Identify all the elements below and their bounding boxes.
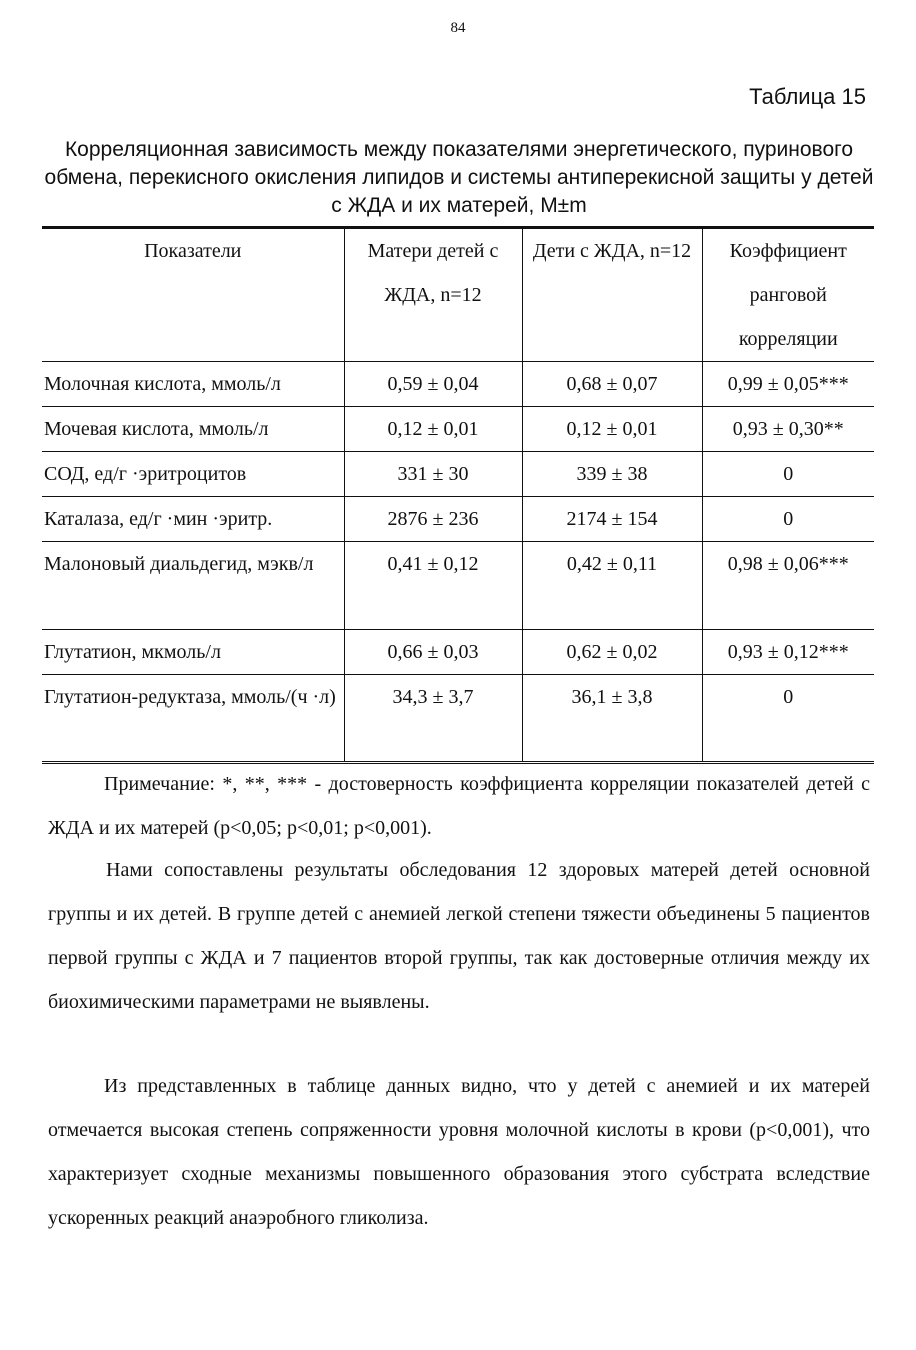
table-row	[42, 630, 874, 675]
row-children-value: 0,42 ± 0,11	[522, 542, 702, 630]
table-title: Корреляционная зависимость между показателями энергетического, пуринового обмена, перекисного окисления липидов и системы антиперекисной защиты у детей с ЖДА и их матерей, M±m	[44, 138, 874, 217]
row-mothers-value: 0,12 ± 0,01	[344, 407, 522, 452]
row-parameter: Мочевая кислота, ммоль/л	[42, 407, 344, 452]
row-correlation-value: 0	[702, 497, 874, 542]
table-row	[42, 675, 874, 763]
header-parameters: Показатели	[42, 228, 344, 362]
row-parameter: Глутатион-редуктаза, ммоль/(ч ·л)	[42, 675, 344, 763]
row-children-value: 2174 ± 154	[522, 497, 702, 542]
row-correlation-value: 0	[702, 452, 874, 497]
row-mothers-value: 0,41 ± 0,12	[344, 542, 522, 630]
row-parameter: СОД, ед/г ·эритроцитов	[42, 452, 344, 497]
row-parameter: Глутатион, мкмоль/л	[42, 630, 344, 675]
table-label: Таблица 15	[749, 84, 866, 109]
table-header-row	[42, 228, 874, 362]
row-children-value: 0,68 ± 0,07	[522, 362, 702, 407]
body-paragraph: Нами сопоставлены результаты обследования 12 здоровых матерей детей основной группы и их детей. В группе детей с анемией легкой степени тяжести объединены 5 пациентов первой группы с ЖДА и 7 пациентов второй группы, так как достоверные отличия между их биохимическими параметрами не выявлены.	[48, 859, 870, 1013]
table-row	[42, 452, 874, 497]
row-correlation-value: 0,93 ± 0,30**	[702, 407, 874, 452]
row-mothers-value: 0,66 ± 0,03	[344, 630, 522, 675]
row-mothers-value: 331 ± 30	[344, 452, 522, 497]
row-children-value: 0,62 ± 0,02	[522, 630, 702, 675]
table-note: Примечание: *, **, *** - достоверность коэффициента корреляции показателей детей с ЖДА и их матерей (p<0,05; p<0,01; p<0,001).	[48, 773, 870, 839]
table-row	[42, 497, 874, 542]
row-parameter: Молочная кислота, ммоль/л	[42, 362, 344, 407]
row-children-value: 339 ± 38	[522, 452, 702, 497]
row-mothers-value: 34,3 ± 3,7	[344, 675, 522, 763]
page-number: 84	[450, 20, 466, 36]
row-mothers-value: 0,59 ± 0,04	[344, 362, 522, 407]
row-correlation-value: 0,93 ± 0,12***	[702, 630, 874, 675]
header-correlation: Коэффициент ранговой корреляции	[702, 228, 874, 362]
header-children: Дети с ЖДА, n=12	[522, 228, 702, 362]
table-row	[42, 362, 874, 407]
table-row	[42, 542, 874, 630]
row-parameter: Малоновый диальдегид, мэкв/л	[42, 542, 344, 630]
row-correlation-value: 0,98 ± 0,06***	[702, 542, 874, 630]
row-correlation-value: 0,99 ± 0,05***	[702, 362, 874, 407]
table-row	[42, 407, 874, 452]
data-table	[42, 226, 874, 764]
row-mothers-value: 2876 ± 236	[344, 497, 522, 542]
row-parameter: Каталаза, ед/г ·мин ·эритр.	[42, 497, 344, 542]
row-correlation-value: 0	[702, 675, 874, 763]
row-children-value: 36,1 ± 3,8	[522, 675, 702, 763]
header-mothers: Матери детей с ЖДА, n=12	[344, 228, 522, 362]
row-children-value: 0,12 ± 0,01	[522, 407, 702, 452]
body-paragraph: Из представленных в таблице данных видно, что у детей с анемией и их матерей отмечается высокая степень сопряженности уровня молочной кислоты в крови (p<0,001), что характеризует сходные механизмы повышенного образования этого субстрата вследствие ускоренных реакций анаэробного гликолиза.	[48, 1075, 870, 1229]
